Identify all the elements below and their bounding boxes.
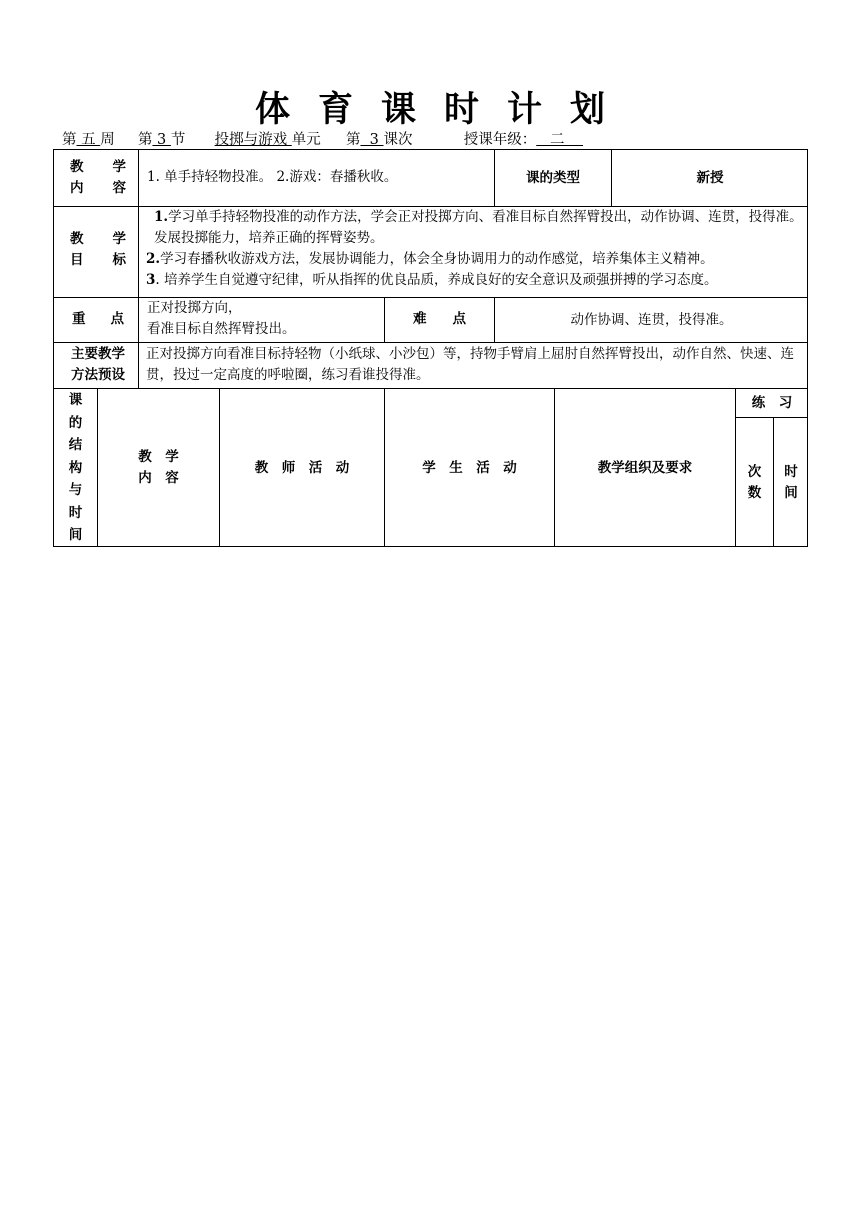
title-char: 时: [444, 89, 480, 130]
goals-text: [146, 207, 806, 291]
meta-line: [62, 128, 822, 149]
key-point-text: 正对投掷方向， 看准目标自然挥臂投出。: [147, 300, 296, 337]
col-divider: [138, 149, 139, 389]
section-prefix: 第: [137, 132, 153, 148]
key-point-label: 重 点: [72, 311, 124, 327]
goal-1: 1.学习单手持轻物投准的动作方法，学会正对投掷方向、看准目标自然挥臂投出，动作协调、连贯，投得准。发展投掷能力，培养正确的挥臂姿势。: [154, 209, 803, 246]
goal-3: 3. 培养学生自觉遵守纪律，听从指挥的优良品质，养成良好的安全意识及顽强拼搏的学习态度。: [146, 272, 718, 288]
title-char: 划: [570, 89, 606, 130]
title-char: 育: [317, 89, 353, 130]
difficulty-label: 难 点: [413, 311, 466, 327]
goal-label: 教 学 目 标: [70, 231, 126, 268]
unit-suffix: 单元: [291, 132, 321, 148]
grade-value: 二: [536, 132, 583, 148]
header-times: 次 数: [747, 463, 762, 501]
header-duration: 时 间: [784, 463, 798, 501]
row-divider: [53, 342, 808, 343]
structure-label: 课 的 结 构 与 时 间: [68, 392, 83, 543]
method-text: 正对投掷方向看准目标持轻物（小纸球、小沙包）等，持物手臂肩上屈肘自然挥臂投出，动作自然、快速、连贯，投过一定高度的呼啦圈，练习看谁投得准。: [146, 346, 794, 383]
content-label: 教 学 内 容: [70, 159, 126, 196]
section-suffix: 节: [170, 132, 186, 148]
title-char: 课: [380, 89, 416, 130]
title-char: 体: [254, 89, 290, 130]
lesson-prefix: 第: [345, 132, 361, 148]
lesson-type-label: 课的类型: [526, 169, 580, 186]
lesson-suffix: 课次: [383, 132, 413, 148]
lesson-type-value: 新授: [696, 169, 724, 186]
content-text: 1. 单手持轻物投准。 2.游戏：春播秋收。: [147, 169, 398, 185]
difficulty-text: 动作协调、连贯，投得准。: [570, 311, 733, 328]
lesson-value: 3: [360, 132, 384, 148]
week-value: 五: [76, 132, 101, 148]
week-suffix: 周: [100, 132, 115, 148]
header-content: 教 学 内 容: [138, 449, 179, 486]
header-practice: 练 习: [751, 395, 793, 411]
method-label: 主要教学 方法预设: [71, 346, 125, 383]
section-value: 3: [152, 132, 171, 148]
header-organization: 教学组织及要求: [597, 459, 693, 476]
title-char: 计: [507, 89, 543, 130]
header-teacher-activity: 教 师 活 动: [254, 459, 350, 476]
week-prefix: 第: [62, 132, 77, 148]
grade-label: 授课年级：: [463, 132, 537, 148]
header-student-activity: 学 生 活 动: [422, 459, 517, 476]
unit-value: 投掷与游戏: [214, 132, 292, 148]
page-title: [0, 82, 860, 132]
goal-2: 2.学习春播秋收游戏方法，发展协调能力，体会全身协调用力的动作感觉，培养集体主义精神。: [146, 251, 714, 267]
